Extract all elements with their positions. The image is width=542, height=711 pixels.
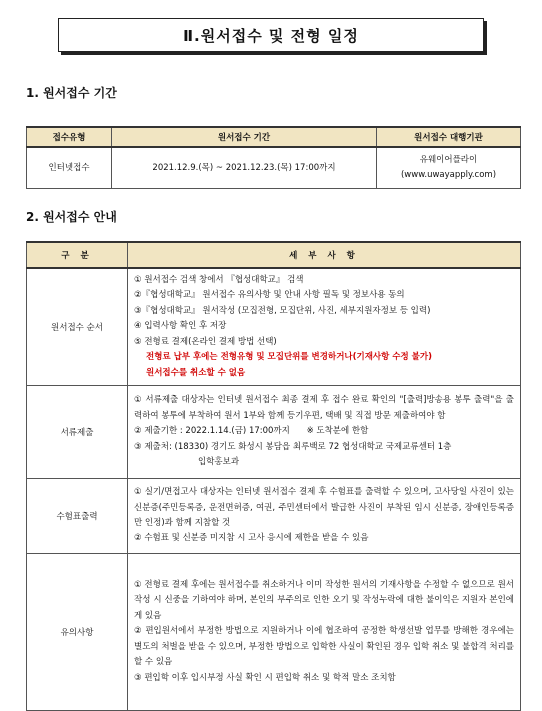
col-header-details: 세 부 사 항	[128, 242, 521, 268]
application-period-table	[26, 126, 521, 189]
page-title: Ⅱ.원서접수 및 전형 일정	[58, 18, 484, 52]
list-item: ② 편입원서에서 부정한 방법으로 지원하거나 이에 협조하여 공정한 학생선발 업무를 방해한 경우에는 별도의 처벌을 받을 수 있으며, 부정한 방법으로 입학한 사실이 확인된 경우 입학 취소 및 불합격 처리를 할 수 있음	[134, 626, 514, 668]
cell-agency	[377, 147, 521, 189]
list-item: ③ 제출처: (18330) 경기도 화성시 봉담읍 최루백로 72 협성대학교 국제교류센터 1층	[134, 441, 452, 452]
list-item: ① 원서접수 검색 창에서 『협성대학교』 검색	[134, 275, 304, 286]
list-item: ① 전형료 결제 후에는 원서접수를 취소하거나 이미 작성한 원서의 기재사항을 수정할 수 없으므로 원서작성 시 신중을 기하여야 하며, 본인의 부주의로 인한 오기 및 작성누락에 대한 불이익은 지원자 본인에게 있음	[134, 580, 514, 621]
col-header-period: 원서접수 기간	[112, 127, 377, 147]
row-details	[128, 386, 521, 479]
row-details	[128, 554, 521, 711]
table-row	[27, 479, 521, 554]
row-details	[128, 268, 521, 386]
section2-heading: 2. 원서접수 안내	[26, 210, 117, 224]
application-guide-table	[26, 241, 521, 711]
agency-name: 유웨이어플라이	[419, 155, 478, 165]
col-header-type: 접수유형	[27, 127, 112, 147]
row-details	[128, 479, 521, 554]
list-item: ④ 입력사항 확인 후 저장	[134, 321, 227, 332]
table-row	[27, 268, 521, 386]
cell-period: 2021.12.9.(목) ~ 2021.12.23.(목) 17:00까지	[112, 147, 377, 189]
warning-text: 전형료 납부 후에는 전형유형 및 모집단위를 변경하거나(기재사항 수정 불가)	[146, 352, 432, 363]
table-row	[27, 554, 521, 711]
row-category: 서류제출	[27, 386, 128, 479]
table-row	[27, 386, 521, 479]
agency-url[interactable]: (www.uwayapply.com)	[400, 170, 497, 180]
row-category: 수험표출력	[27, 479, 128, 554]
col-header-category: 구 분	[27, 242, 128, 268]
list-item: ②『협성대학교』 원서접수 유의사항 및 안내 사항 필독 및 정보사용 동의	[134, 290, 405, 301]
warning-text: 원서접수를 취소할 수 없음	[146, 367, 246, 378]
list-item: ③ 편입학 이후 입시부정 사실 확인 시 편입학 취소 및 학적 말소 조치함	[134, 672, 396, 683]
row-category: 원서접수 순서	[27, 268, 128, 386]
deadline-text: ② 제출기한 : 2022.1.14.(금) 17:00까지	[134, 426, 290, 437]
deadline-note: ※ 도착분에 한함	[306, 426, 369, 437]
list-item: ② 수험표 및 신분증 미지참 시 고사 응시에 제한을 받을 수 있음	[134, 533, 369, 544]
list-item: ① 실기/면접고사 대상자는 인터넷 원서접수 결제 후 수험표를 출력할 수 있으며, 고사당일 사진이 있는 신분증(주민등록증, 운전면허증, 여권, 주민센터에서 발급한 사진이 부착된 임시 신분증, 장애인등록증만 인정)과 함께 지참할 것	[134, 487, 514, 528]
list-item: ⑤ 전형료 결제(온라인 결제 방법 선택)	[134, 336, 277, 347]
section1-heading: 1. 원서접수 기간	[26, 86, 117, 100]
list-item: ① 서류제출 대상자는 인터넷 원서접수 최종 결제 후 접수 완료 확인의 "[출력]방송용 봉투 출력"을 출력하여 봉투에 부착하여 원서 1부와 함께 등기우편, 택배 및 직접 방문 제출하여야 함	[134, 395, 514, 421]
row-category: 유의사항	[27, 554, 128, 711]
list-item	[134, 424, 514, 439]
col-header-agency: 원서접수 대행기관	[377, 127, 521, 147]
list-item: ③『협성대학교』 원서작성 (모집전형, 모집단위, 사진, 세부지원자정보 등 입력)	[134, 305, 431, 316]
list-item-continued: 입학홍보과	[198, 457, 240, 468]
cell-type: 인터넷접수	[27, 147, 112, 189]
